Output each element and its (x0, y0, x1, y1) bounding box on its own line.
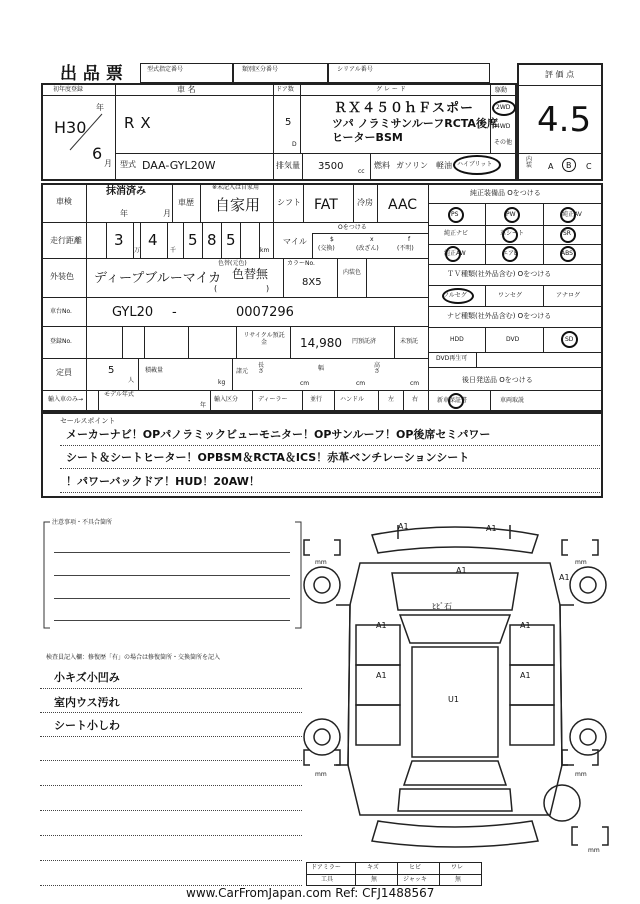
capacity-value: 5 (108, 365, 115, 376)
drive-label: 駆動 (495, 87, 508, 94)
interior-color-label: 内装色 (343, 269, 362, 276)
recycle-unit: 円預託済 (352, 338, 377, 345)
repaint-paren-close: ) (266, 284, 270, 293)
sales-points-line2: シート＆シートヒーター！OPBSM＆RCTA＆ICS！赤革ベンチレーションシート (66, 451, 470, 464)
doors-label: ドア数 (276, 86, 294, 93)
legend-crack: ヒビ (409, 864, 422, 871)
recycle-label: リサイクル預託金 (243, 332, 285, 347)
color-value: ディープブルーマイカ (94, 271, 222, 286)
import-dealer: ディーラー (258, 396, 288, 403)
first-reg-label: 初年度登録 (53, 86, 84, 93)
import-type-label: 輸入区分 (214, 396, 239, 403)
inspector-title: 検査員記入欄：修復歴「有」の場合は修復箇所・交換箇所を記入 (46, 654, 221, 661)
serial-label: シリアル番号 (337, 66, 373, 73)
aftermarket-manual: 車両取説 (500, 397, 525, 404)
import-label: 輸入車のみ→ (48, 396, 84, 403)
fuel-hybrid: ハイブリット (457, 161, 493, 168)
damage-label-right-door-front: A1 (520, 621, 531, 630)
rating-value: 4.5 (537, 100, 592, 140)
model-cert-label: 型式指定番号 (147, 66, 184, 73)
equip-sr: SR (563, 230, 571, 237)
damage-label-left-door-rear: A1 (376, 671, 387, 680)
month-suffix: 月 (104, 159, 112, 168)
equip-navi: 純正ナビ (444, 230, 469, 237)
import-model-year-label: モデル年式 (104, 391, 134, 398)
equip-pw: PW (506, 211, 516, 218)
mile-label: マイル (283, 237, 307, 246)
shift-label: シフト (277, 198, 301, 207)
mileage-digit-2: 4 (148, 231, 158, 249)
color-code-label: カラーNo. (287, 260, 315, 267)
width-cm: cm (356, 380, 366, 387)
capacity-label: 定員 (56, 368, 72, 377)
damage-label-right-door-rear: A1 (520, 671, 531, 680)
fuel-gas: ガソリン (396, 161, 428, 170)
width-label: 幅 (318, 365, 325, 372)
legend-tool-label: 工具 (321, 876, 334, 883)
history-note: ※未記入は自家用 (212, 184, 260, 191)
drive-4wd: 4WD (496, 123, 511, 130)
aftermarket-warranty: 新車保証書 (437, 397, 468, 404)
year-suffix: 年 (96, 103, 104, 112)
mileage-opt2-mark: x (370, 236, 374, 243)
damage-label-roof: U1 (448, 695, 459, 704)
load-label: 積載量 (145, 367, 164, 374)
color-label: 外装色 (50, 272, 74, 281)
tv-analog: アナログ (556, 292, 581, 299)
height-cm: cm (410, 380, 420, 387)
chassis-prefix: GYL20 (112, 305, 154, 320)
color-code-value: 8X5 (302, 277, 322, 288)
inspection-label: 車検 (56, 197, 72, 206)
equip-leather: 革シート (500, 230, 525, 237)
mileage-digit-4: 8 (207, 231, 217, 249)
mileage-sen-suffix: 千 (170, 247, 177, 254)
mm-rear-left: mm (315, 771, 327, 778)
serial-box (328, 63, 490, 83)
mm-front-left: mm (315, 559, 327, 566)
notes-title: 注意事項・不具合箇所 (52, 519, 113, 526)
nav-dvd: DVD (506, 336, 520, 343)
import-handle-label: ハンドル (340, 396, 365, 403)
history-label: 車歴 (178, 198, 194, 207)
first-reg-month: 6 (92, 144, 103, 163)
rating-label: 評 価 点 (545, 70, 575, 79)
damage-label-hood: A1 (456, 566, 467, 575)
aftermarket-title: 後日発送品 Oをつける (462, 376, 533, 384)
legend-table (306, 862, 482, 886)
height-label: 高さ (374, 362, 381, 375)
import-year-suffix: 年 (200, 402, 207, 409)
doors-value: 5 (285, 117, 292, 128)
mileage-opt2: (改ざん) (356, 245, 379, 252)
damage-label-windshield: ﾋﾋﾞ石 (432, 602, 452, 611)
interior-c: C (586, 162, 592, 171)
fuel-label: 燃料 (374, 161, 390, 170)
mileage-opt3-mark: f (408, 236, 411, 243)
interior-b: B (566, 161, 572, 170)
nav-type-title: ナビ種類(社外品含む) Oをつける (447, 312, 552, 320)
drive-2wd: 2WD (496, 104, 511, 111)
inspection-month-suffix: 月 (163, 209, 171, 218)
legend-scratch: キズ (367, 864, 379, 871)
fuel-light: 軽油 (436, 161, 452, 170)
damage-label-front-right: A1 (486, 524, 497, 533)
car-name-label: 車 名 (177, 85, 196, 94)
import-parallel: 並行 (310, 396, 323, 403)
mileage-opt1: (交換) (318, 245, 335, 252)
grade-line2: ツパ ノラミサンルーフRCTA後席 (332, 117, 498, 130)
recycle-unpaid: 未預託 (400, 338, 419, 345)
tv-oneseg: ワンセグ (498, 292, 523, 299)
mileage-label: 走行距離 (50, 236, 82, 245)
mm-front-right: mm (575, 559, 587, 566)
tv-fullseg: フルセグ (443, 292, 467, 299)
drive-other: その他 (494, 139, 513, 146)
equip-ps: PS (451, 211, 459, 218)
model-cert-box (140, 63, 233, 83)
sales-points-line1: メーカーナビ！OPパノラミックビューモニター！OPサンルーフ！OP後席セミパワー (66, 428, 491, 441)
displacement-unit: cc (358, 168, 365, 175)
ac-value: AAC (388, 197, 418, 213)
car-name: RX (124, 114, 157, 132)
legend-tool-value: 無 (371, 876, 378, 883)
class-box (233, 63, 328, 83)
dims-label: 諸元 (236, 368, 249, 375)
legend-mirror: ドアミラー (311, 864, 341, 871)
tv-type-title: ＴＶ種類(社外品含む) Oをつける (447, 270, 552, 278)
legend-break: ワレ (451, 864, 464, 871)
history-value: 自家用 (215, 196, 261, 214)
shift-value: FAT (314, 197, 338, 213)
length-cm: cm (300, 380, 310, 387)
legend-jack-value: 無 (455, 876, 462, 883)
chassis-label: 車台No. (50, 308, 72, 315)
interior-label: 内装 (526, 156, 533, 169)
car-damage-diagram (300, 515, 610, 860)
repaint-label: 色替(元色) (218, 260, 247, 267)
length-label: 長さ (258, 362, 265, 375)
mileage-circle-note: Oをつける (338, 224, 367, 231)
equip-aw: 純正AW (444, 250, 466, 257)
note-item-2: 室内ウス汚れ (54, 696, 120, 709)
capacity-unit: 人 (128, 377, 135, 384)
note-item-1: 小キズ小凹み (54, 671, 120, 684)
mileage-digit-5: 5 (226, 231, 236, 249)
nav-sd: SD (565, 336, 574, 343)
interior-a: A (548, 162, 554, 171)
nav-dvd-label: DVD再生可 (436, 355, 468, 362)
inspection-value: 抹消済み (106, 186, 146, 197)
import-left: 左 (388, 396, 395, 403)
recycle-value: 14,980 (300, 336, 342, 350)
first-reg-era: H30 (54, 118, 87, 137)
chassis-dash: - (172, 305, 177, 320)
mileage-opt1-mark: $ (330, 236, 334, 243)
repaint-paren-open: ( (214, 284, 218, 293)
registration-label: 登録No. (50, 338, 72, 345)
sales-points-line3: ！パワーバックドア！HUD！20AW！ (66, 475, 260, 488)
grade-label: グ レ ー ド (376, 86, 406, 93)
import-right: 右 (412, 396, 419, 403)
sales-points-title: セールスポイント (60, 417, 116, 425)
equip-av: 純正AV (562, 211, 582, 218)
grade-line1: ＲＸ４５０ｈＦスポー (334, 101, 475, 116)
nav-hdd: HDD (450, 336, 464, 343)
damage-label-right-wheel: A1 (559, 573, 570, 582)
damage-label-front-left: A1 (398, 522, 409, 531)
mileage-km-suffix: km (260, 247, 270, 254)
chassis-number: 0007296 (236, 305, 294, 320)
ac-label: 冷房 (357, 198, 373, 207)
load-unit: kg (218, 379, 226, 386)
mm-rear-right: mm (575, 771, 587, 778)
doors-suffix: D (292, 141, 297, 148)
factory-equipment-title: 純正装備品 Oをつける (470, 189, 541, 197)
sheet-title: 出 品 票 (60, 64, 123, 84)
mileage-opt3: (不明) (397, 245, 414, 252)
model-code-label: 型式 (120, 160, 136, 169)
mm-spare: mm (588, 847, 600, 854)
damage-label-left-door-front: A1 (376, 621, 387, 630)
displacement-label: 排気量 (276, 161, 300, 170)
grade-line3: ヒーターBSM (332, 131, 403, 144)
model-code: DAA-GYL20W (142, 159, 216, 172)
class-label: 類別区分番号 (242, 66, 279, 73)
equip-airbag: エアB (502, 250, 519, 257)
equip-abs: ABS (561, 250, 573, 257)
inspection-year-suffix: 年 (120, 209, 128, 218)
mileage-digit-3: 5 (188, 231, 198, 249)
footer-ref: www.CarFromJapan.com Ref: CFJ1488567 (186, 886, 435, 900)
mileage-digit-1: 3 (114, 231, 124, 249)
note-item-3: シート小しわ (54, 719, 120, 732)
legend-jack-label: ジャッキ (403, 876, 427, 883)
displacement: 3500 (318, 161, 344, 172)
repaint-value: 色替無 (232, 267, 269, 281)
mileage-man-suffix: 万 (134, 247, 141, 254)
